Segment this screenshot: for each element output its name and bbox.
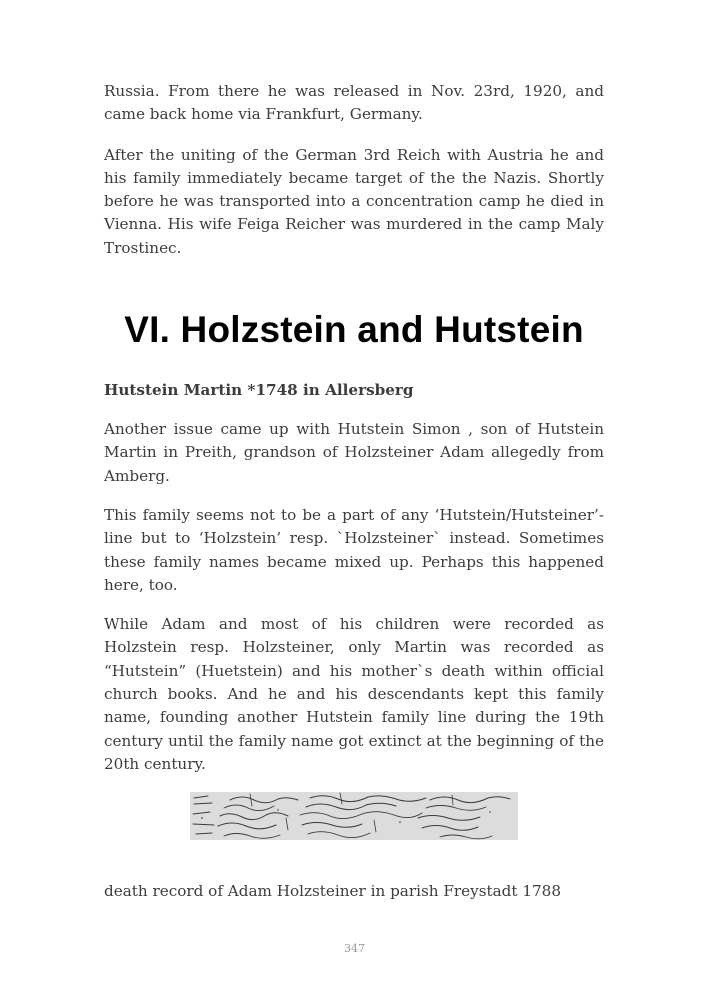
paragraph-adam-martin: While Adam and most of his children were recorded as Holzstein resp. Holzsteiner, only Martin was recorded as “Hutstein” (Huetstein) and his mother`s death within official church books. And he and his descendants kept this family name, founding another Hutstein family line during the 19th century until the family name got extinct at the beginning of the 20th century. [104,615,604,773]
section-subheading: Hutstein Martin *1748 in Allersberg [104,381,414,400]
chapter-title: VI. Holzstein and Hutstein [124,309,584,351]
paragraph-nazi-era: After the uniting of the German 3rd Reich with Austria he and his family immediately became target of the the Nazis. Shortly before he was transported into a concentration camp he died in Vienna. His wife Feiga Reicher was murdered in the camp Maly Trostinec. [104,145,604,257]
death-record-figure [104,792,604,840]
paragraph-release: Russia. From there he was released in Nov. 23rd, 1920, and came back home via Frankfurt, Germany. [104,82,604,124]
death-record-scan-image [190,792,518,840]
page-number: 347 [344,942,365,955]
page-content [104,80,604,903]
paragraph-hutstein-simon: Another issue came up with Hutstein Simon , son of Hutstein Martin in Preith, grandson of Holzsteiner Adam allegedly from Amberg. [104,420,604,485]
image-caption: death record of Adam Holzsteiner in parish Freystadt 1788 [104,882,561,901]
paragraph-family-names: This family seems not to be a part of any ‘Hutstein/Hutsteiner’-line but to ‘Holzstein’ resp. `Holzsteiner` instead. Sometimes these family names became mixed up. Perhaps this happened here, too. [104,505,604,594]
